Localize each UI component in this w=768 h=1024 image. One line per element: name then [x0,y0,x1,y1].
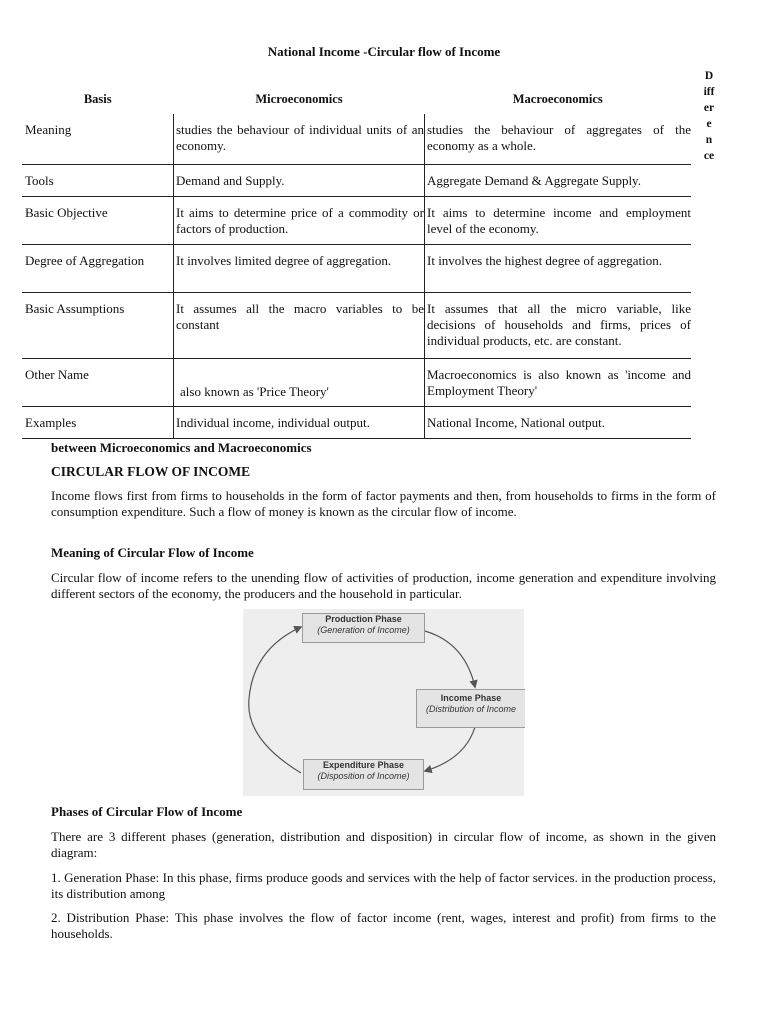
cell-basis: Basic Objective [22,196,174,244]
income-phase-title: Income Phase [440,693,502,703]
cell-micro: Demand and Supply. [174,164,425,196]
production-phase-box [302,613,425,643]
table-row [22,244,691,292]
cell-macro: Aggregate Demand & Aggregate Supply. [425,164,692,196]
expenditure-phase-box [303,759,424,790]
cell-macro: It involves the highest degree of aggregation. [425,244,692,292]
cell-micro-text: also known as 'Price Theory' [180,383,329,399]
table-caption: between Microeconomics and Macroeconomics [51,440,312,455]
paragraph-phases: There are 3 different phases (generation, distribution and disposition) in circular flow of income, as shown in the given diagram: [51,829,716,860]
expenditure-phase-title: Expenditure Phase [322,760,405,770]
cell-basis: Basic Assumptions [22,292,174,358]
paragraph-meaning: Circular flow of income refers to the unending flow of activities of production, income generation and expenditure involving different sectors of the economy, the producers and the household in particular. [51,570,716,601]
header-micro: Microeconomics [255,92,343,106]
side-word-part: e [706,118,712,130]
table-row [22,164,691,196]
heading-phases: Phases of Circular Flow of Income [51,804,243,819]
production-phase-subtitle: (Generation of Income) [317,625,410,635]
heading-meaning: Meaning of Circular Flow of Income [51,545,254,560]
side-word-part: n [705,134,713,146]
cell-macro: It assumes that all the micro variable, like decisions of households and firms, prices of individual products, etc. are constant. [425,292,692,358]
heading-circular-flow: CIRCULAR FLOW OF INCOME [51,464,251,479]
cell-micro: It involves limited degree of aggregation. [174,244,425,292]
table-header-row [22,84,691,114]
arrow-production-to-income [425,631,475,687]
cell-micro [174,358,425,406]
cell-basis: Degree of Aggregation [22,244,174,292]
table-row [22,114,691,164]
table-row [22,406,691,438]
cell-micro: Individual income, individual output. [174,406,425,438]
cell-basis: Examples [22,406,174,438]
cell-micro: studies the behaviour of individual units of an economy. [174,114,425,164]
side-word-part: iff [703,86,715,98]
side-word-part: D [704,70,714,82]
income-phase-subtitle: (Distribution of Income [425,704,517,714]
paragraph-generation-phase: 1. Generation Phase: In this phase, firms produce goods and services with the help of factor services. in the production process, its distribution among [51,870,716,901]
cell-macro: National Income, National output. [425,406,692,438]
header-basis: Basis [83,92,112,106]
arrow-expenditure-to-production [249,627,301,773]
side-word-difference [697,68,721,164]
cell-macro: It aims to determine income and employment level of the economy. [425,196,692,244]
side-word-part: ce [703,150,715,162]
table-row [22,196,691,244]
cell-basis: Meaning [22,114,174,164]
cell-basis: Tools [22,164,174,196]
income-phase-box [416,689,525,728]
header-macro: Macroeconomics [512,92,603,106]
comparison-table [22,84,691,439]
side-word-part: er [703,102,715,114]
table-row [22,358,691,406]
cell-macro: Macroeconomics is also known as 'income and Employment Theory' [425,358,692,406]
expenditure-phase-subtitle: (Disposition of Income) [317,771,410,781]
cell-micro: It assumes all the macro variables to be constant [174,292,425,358]
arrow-income-to-expenditure [425,727,475,771]
page-title: National Income -Circular flow of Income [267,44,501,59]
paragraph-intro: Income flows first from firms to households in the form of factor payments and then, from households to firms in the form of consumption expenditure. Such a flow of money is known as the circular flow of income. [51,488,716,519]
cell-micro: It aims to determine price of a commodity or factors of production. [174,196,425,244]
cell-basis: Other Name [22,358,174,406]
paragraph-distribution-phase: 2. Distribution Phase: This phase involves the flow of factor income (rent, wages, interest and profit) from firms to the households. [51,910,716,941]
table-row [22,292,691,358]
circular-flow-diagram [243,609,524,796]
cell-macro: studies the behaviour of aggregates of the economy as a whole. [425,114,692,164]
production-phase-title: Production Phase [325,614,402,624]
